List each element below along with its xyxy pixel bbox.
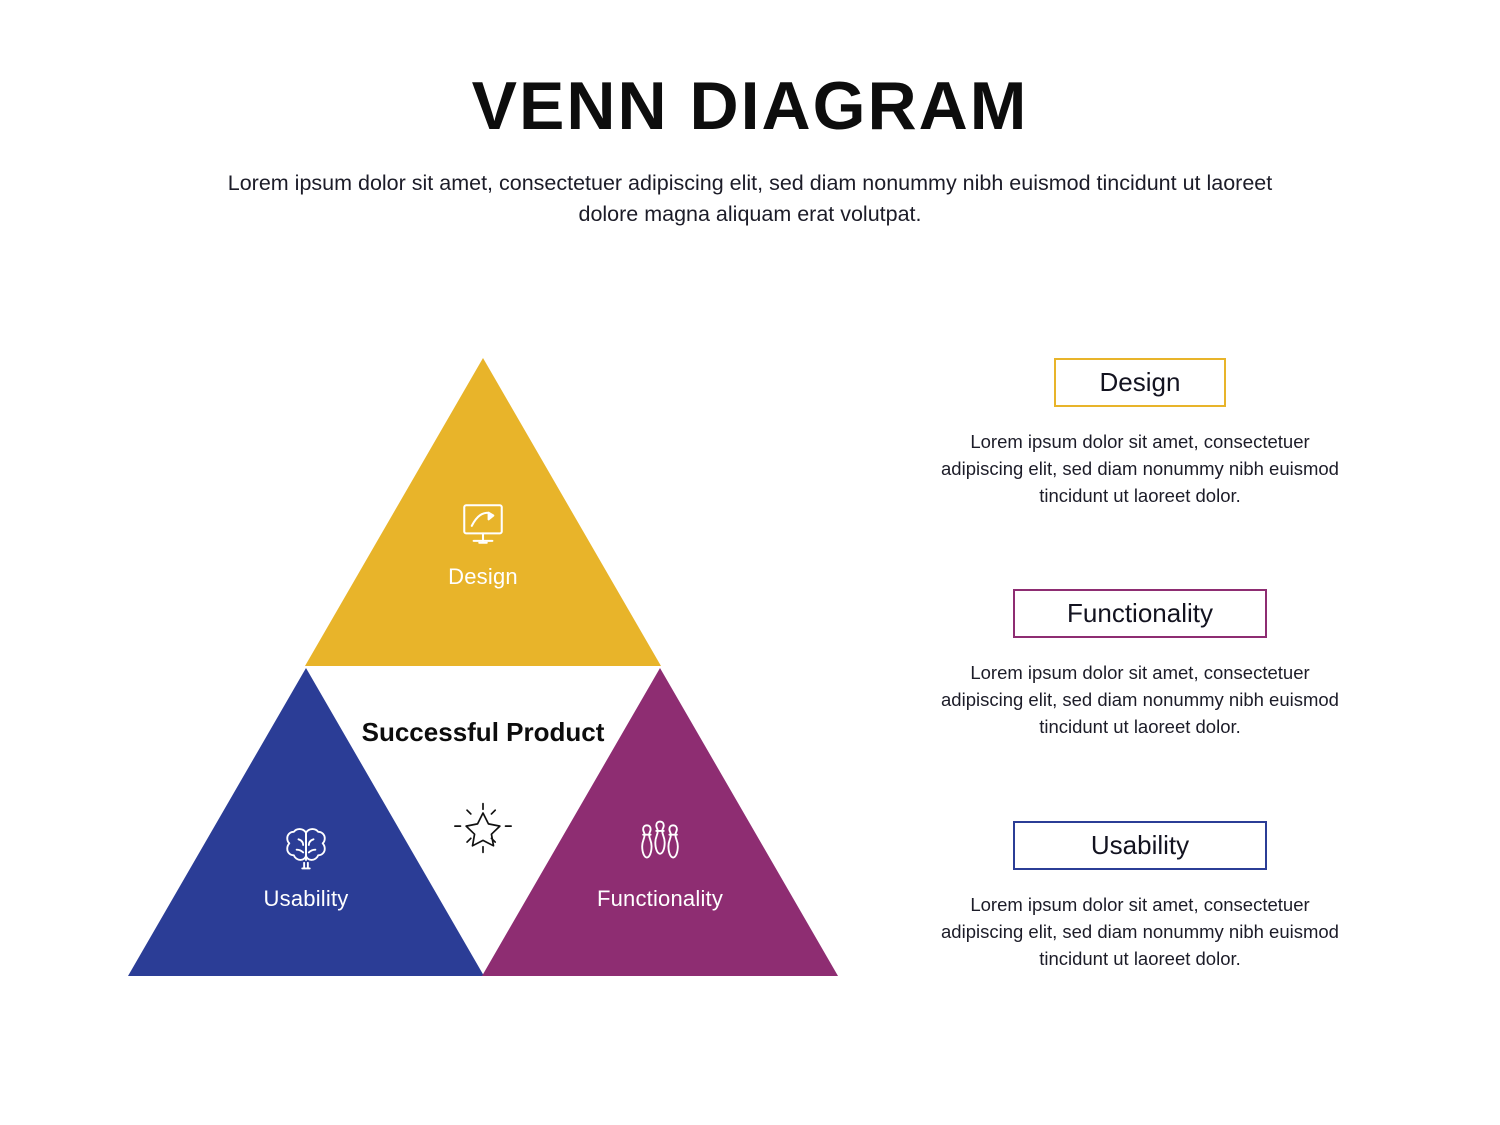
legend-item-usability <box>880 821 1400 972</box>
venn-triangle-diagram <box>128 358 838 978</box>
legend-item-design <box>880 358 1400 509</box>
legend-chip-design[interactable]: Design <box>1054 358 1226 407</box>
brain-icon <box>276 814 336 874</box>
header <box>0 68 1500 229</box>
legend-text-functionality: Lorem ipsum dolor sit amet, consectetuer adipiscing elit, sed diam nonummy nibh euismod tincidunt ut laoreet dolor. <box>941 662 1339 738</box>
center-label: Successful Product <box>361 717 605 747</box>
page-title: VENN DIAGRAM <box>471 68 1029 144</box>
legend-text-design: Lorem ipsum dolor sit amet, consectetuer adipiscing elit, sed diam nonummy nibh euismod tincidunt ut laoreet dolor. <box>941 431 1339 506</box>
design-monitor-icon <box>453 494 513 554</box>
legend-chip-usability[interactable]: Usability <box>1013 821 1267 870</box>
page-subtitle: Lorem ipsum dolor sit amet, consectetuer adipiscing elit, sed diam nonummy nibh euismod tincidunt ut laoreet dolore magna aliquam erat volutpat. <box>227 171 1273 226</box>
segment-label-design: Design <box>448 564 518 589</box>
segment-label-usability: Usability <box>263 886 349 911</box>
segment-label-functionality: Functionality <box>596 886 724 911</box>
legend-chip-functionality[interactable]: Functionality <box>1013 589 1267 638</box>
sparkle-star-icon <box>453 798 513 858</box>
legend-text-usability: Lorem ipsum dolor sit amet, consectetuer adipiscing elit, sed diam nonummy nibh euismod tincidunt ut laoreet dolor. <box>941 893 1339 969</box>
bowling-pins-icon <box>630 814 690 874</box>
legend-item-functionality <box>880 589 1400 740</box>
legend-panel <box>880 358 1400 972</box>
